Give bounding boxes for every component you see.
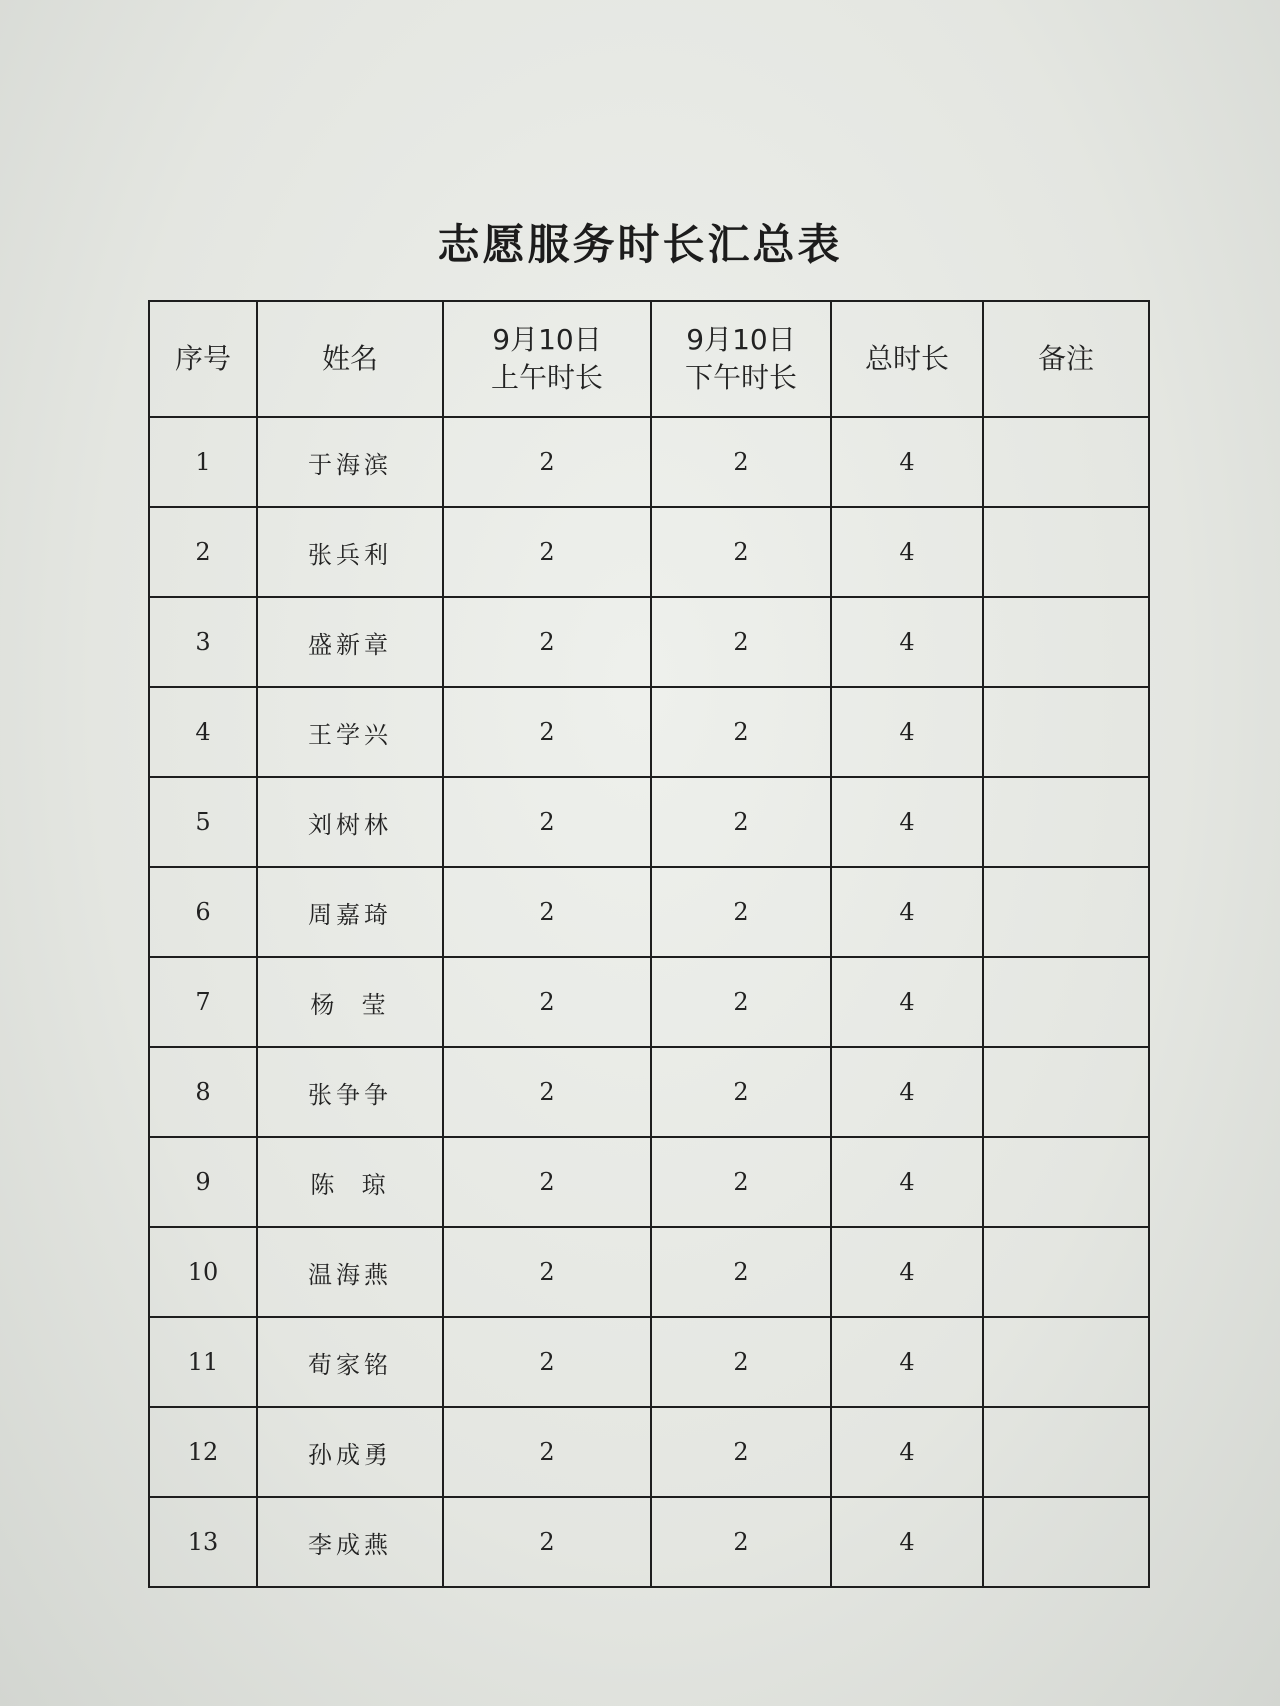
table-row xyxy=(149,957,1149,1047)
cell-name: 李成燕 xyxy=(257,1497,443,1587)
cell-note xyxy=(983,597,1149,687)
table-row xyxy=(149,597,1149,687)
cell-name: 张争争 xyxy=(257,1047,443,1137)
header-am-label: 上午时长 xyxy=(490,361,603,394)
cell-am-hours: 2 xyxy=(443,507,651,597)
cell-total-hours: 4 xyxy=(831,1407,983,1497)
cell-note xyxy=(983,1137,1149,1227)
cell-pm-hours: 2 xyxy=(651,1137,831,1227)
cell-seq: 5 xyxy=(149,777,257,867)
cell-pm-hours: 2 xyxy=(651,1047,831,1137)
cell-seq: 7 xyxy=(149,957,257,1047)
cell-pm-hours: 2 xyxy=(651,1497,831,1587)
cell-name: 刘树林 xyxy=(257,777,443,867)
table-row xyxy=(149,777,1149,867)
cell-name: 杨 莹 xyxy=(257,957,443,1047)
cell-seq: 12 xyxy=(149,1407,257,1497)
header-pm-date: 9月10日 xyxy=(686,323,796,356)
table-row xyxy=(149,1227,1149,1317)
table-row xyxy=(149,417,1149,507)
table-header-row xyxy=(149,301,1149,417)
cell-total-hours: 4 xyxy=(831,1227,983,1317)
volunteer-hours-table xyxy=(148,300,1150,1588)
header-seq: 序号 xyxy=(149,301,257,417)
cell-am-hours: 2 xyxy=(443,1497,651,1587)
cell-total-hours: 4 xyxy=(831,957,983,1047)
header-note: 备注 xyxy=(983,301,1149,417)
table-row xyxy=(149,1047,1149,1137)
cell-seq: 13 xyxy=(149,1497,257,1587)
table-body xyxy=(149,417,1149,1587)
table-row xyxy=(149,867,1149,957)
cell-pm-hours: 2 xyxy=(651,957,831,1047)
cell-seq: 10 xyxy=(149,1227,257,1317)
cell-pm-hours: 2 xyxy=(651,777,831,867)
cell-seq: 3 xyxy=(149,597,257,687)
header-pm-label: 下午时长 xyxy=(684,361,797,394)
header-name: 姓名 xyxy=(257,301,443,417)
header-total: 总时长 xyxy=(831,301,983,417)
cell-note xyxy=(983,1497,1149,1587)
cell-am-hours: 2 xyxy=(443,1137,651,1227)
cell-am-hours: 2 xyxy=(443,777,651,867)
cell-total-hours: 4 xyxy=(831,687,983,777)
cell-total-hours: 4 xyxy=(831,417,983,507)
cell-pm-hours: 2 xyxy=(651,687,831,777)
cell-total-hours: 4 xyxy=(831,1497,983,1587)
cell-am-hours: 2 xyxy=(443,1047,651,1137)
cell-am-hours: 2 xyxy=(443,1407,651,1497)
cell-am-hours: 2 xyxy=(443,867,651,957)
cell-total-hours: 4 xyxy=(831,1317,983,1407)
cell-name: 陈 琼 xyxy=(257,1137,443,1227)
table-row xyxy=(149,507,1149,597)
cell-pm-hours: 2 xyxy=(651,867,831,957)
cell-am-hours: 2 xyxy=(443,597,651,687)
cell-pm-hours: 2 xyxy=(651,1407,831,1497)
cell-note xyxy=(983,1407,1149,1497)
cell-note xyxy=(983,867,1149,957)
cell-note xyxy=(983,1317,1149,1407)
cell-total-hours: 4 xyxy=(831,507,983,597)
cell-pm-hours: 2 xyxy=(651,1317,831,1407)
cell-am-hours: 2 xyxy=(443,687,651,777)
cell-seq: 11 xyxy=(149,1317,257,1407)
cell-note xyxy=(983,777,1149,867)
cell-seq: 6 xyxy=(149,867,257,957)
cell-note xyxy=(983,417,1149,507)
cell-total-hours: 4 xyxy=(831,597,983,687)
cell-pm-hours: 2 xyxy=(651,1227,831,1317)
cell-seq: 4 xyxy=(149,687,257,777)
cell-seq: 8 xyxy=(149,1047,257,1137)
table-row xyxy=(149,1317,1149,1407)
cell-name: 周嘉琦 xyxy=(257,867,443,957)
cell-note xyxy=(983,1227,1149,1317)
cell-note xyxy=(983,507,1149,597)
cell-seq: 2 xyxy=(149,507,257,597)
cell-name: 张兵利 xyxy=(257,507,443,597)
cell-total-hours: 4 xyxy=(831,777,983,867)
cell-note xyxy=(983,687,1149,777)
cell-name: 盛新章 xyxy=(257,597,443,687)
cell-name: 荀家铭 xyxy=(257,1317,443,1407)
cell-note xyxy=(983,1047,1149,1137)
header-am-date: 9月10日 xyxy=(492,323,602,356)
cell-am-hours: 2 xyxy=(443,1227,651,1317)
table-row xyxy=(149,1407,1149,1497)
cell-note xyxy=(983,957,1149,1047)
cell-name: 孙成勇 xyxy=(257,1407,443,1497)
cell-name: 于海滨 xyxy=(257,417,443,507)
cell-pm-hours: 2 xyxy=(651,507,831,597)
table-row xyxy=(149,687,1149,777)
cell-name: 温海燕 xyxy=(257,1227,443,1317)
header-am-hours xyxy=(443,301,651,417)
cell-am-hours: 2 xyxy=(443,1317,651,1407)
document-title: 志愿服务时长汇总表 xyxy=(437,220,843,269)
cell-seq: 1 xyxy=(149,417,257,507)
cell-total-hours: 4 xyxy=(831,1047,983,1137)
cell-seq: 9 xyxy=(149,1137,257,1227)
cell-total-hours: 4 xyxy=(831,867,983,957)
table-row xyxy=(149,1497,1149,1587)
table-row xyxy=(149,1137,1149,1227)
cell-pm-hours: 2 xyxy=(651,597,831,687)
cell-pm-hours: 2 xyxy=(651,417,831,507)
cell-total-hours: 4 xyxy=(831,1137,983,1227)
header-pm-hours xyxy=(651,301,831,417)
cell-am-hours: 2 xyxy=(443,957,651,1047)
cell-name: 王学兴 xyxy=(257,687,443,777)
cell-am-hours: 2 xyxy=(443,417,651,507)
